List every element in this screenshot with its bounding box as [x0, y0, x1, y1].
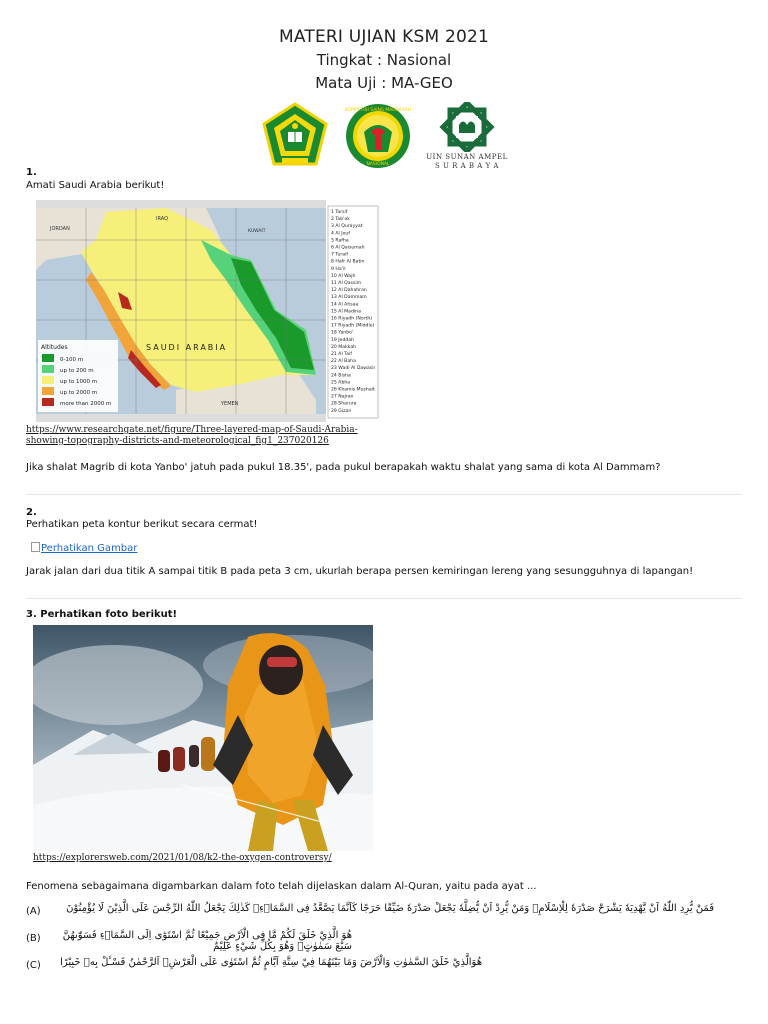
option-c-label[interactable]: (C) — [26, 960, 41, 971]
q3-heading: 3. Perhatikan foto berikut! — [26, 609, 178, 620]
city-list-item: 29 Gizan — [331, 408, 352, 414]
q2-image-link[interactable] — [31, 542, 137, 554]
city-list-item: 26 Khamis Mushait — [331, 387, 375, 393]
city-list-item: 15 Al Madina — [331, 309, 361, 315]
city-list-item: 6 Al Qaisumah — [331, 245, 365, 251]
city-list-item: 24 Bisha — [331, 373, 351, 379]
legend-label: up to 2000 m — [60, 390, 98, 396]
city-list-item: 14 Al Ahsaa — [331, 302, 359, 308]
legend-swatch — [42, 354, 54, 362]
ksm-ring-text: KOMPETISI SAINS MADRASAH — [345, 108, 412, 113]
legend-label: up to 1000 m — [60, 379, 98, 385]
option-b-label[interactable]: (B) — [26, 933, 41, 944]
q1-prompt: Amati Saudi Arabia berikut! — [26, 180, 165, 191]
legend-swatch — [42, 387, 54, 395]
city-list-item: 13 Al Dammam — [331, 295, 367, 301]
city-list-item: 16 Riyadh (North) — [331, 316, 373, 322]
city-list-item: 2 Tab'ak — [331, 217, 350, 223]
legend-swatch — [42, 398, 54, 406]
option-a-label[interactable]: (A) — [26, 906, 41, 917]
city-list-item: 22 Al Baha — [331, 359, 356, 365]
city-list-item: 7 Turaif — [331, 252, 348, 258]
q1-source-link-line1[interactable]: https://www.researchgate.net/figure/Three-layered-map-of-Saudi-Arabia- — [26, 425, 358, 435]
map-legend — [38, 340, 118, 412]
saudi-topography-map — [36, 200, 380, 422]
legend-label: up to 200 m — [60, 368, 94, 374]
q2-prompt: Perhatikan peta kontur berikut secara cermat! — [26, 519, 258, 530]
map-title: SAUDI ARABIA — [146, 343, 228, 352]
option-a-text: فَمَنْ يُّرِدِ اللّٰهُ اَنْ يَّهْدِيَهٗ يَشْرَحْ صَدْرَهٗ لِلْاِسْلَامِۚ وَمَنْ يُّرِدْ اَنْ يُّضِلَّهٗ يَجْعَلْ صَدْرَهٗ ضَيِّقًا حَرَجًا كَاَنَّمَا يَصَّعَّدُ فِى السَّمَاۤءِۗ كَذٰلِكَ يَجْعَلُ اللّٰهُ الرِّجْسَ عَلَى الَّذِيْنَ لَا يُؤْمِنُوْنَ — [66, 903, 714, 914]
climber-photo — [33, 625, 373, 851]
city-list-item: 17 Riyadh (Middle) — [331, 323, 375, 329]
city-list-item: 21 Al Taif — [331, 352, 352, 357]
map-label-iraq: IRAQ — [156, 216, 169, 222]
option-b-text: هُوَ الَّذِيْ خَلَقَ لَكُمْ مَّا فِى الْاَرْضِ جَمِيْعًا ثُمَّ اسْتَوٰٓى اِلَى السَّمَاۤءِ فَسَوّٰىهُنَّ سَبْعَ سَمٰوٰتٍۗ وَهُوَ بِكُلِّ شَيْءٍ عَلِيْمٌ — [62, 930, 352, 952]
uin-name: UIN SUNAN AMPEL — [426, 153, 508, 161]
q2-question: Jarak jalan dari dua titik A sampai titik B pada peta 3 cm, ukurlah berapa persen kemiringan lereng yang sesungguhnya di lapangan! — [26, 566, 694, 577]
broken-image-icon — [31, 542, 40, 552]
q3-question: Fenomena sebagaimana digambarkan dalam foto telah dijelaskan dalam Al-Quran, yaitu pada ayat ... — [26, 881, 537, 892]
legend-swatch — [42, 365, 54, 373]
option-c-text: هُوَالَّذِيْ خَلَقَ السَّمٰوٰتِ وَالْاَرْضَ وَمَا بَيْنَهُمَا فِيْ سِتَّةِ اَيَّامٍ ثُمَّ اسْتَوٰى عَلَى الْعَرْشِۚ اَلرَّحْمٰنُ فَسْـَٔلْ بِهٖ خَبِيْرًا — [60, 957, 482, 968]
map-label-kuwait: KUWAIT — [248, 229, 266, 234]
city-list-item: 19 Jeddah — [331, 337, 355, 343]
city-list-item: 4 Al Jouf — [331, 231, 350, 237]
legend-label: 0-100 m — [60, 357, 84, 363]
city-list-item: 8 Hafr Al Batin — [331, 259, 365, 265]
city-list-item: 20 Makkah — [331, 344, 357, 350]
q1-number: 1. — [26, 167, 37, 178]
page-title: MATERI UJIAN KSM 2021 — [278, 27, 490, 47]
divider — [26, 494, 742, 495]
uin-logo — [426, 102, 507, 170]
city-list-item: 11 Al Qassim — [331, 281, 362, 286]
ksm-bottom-text: NASIONAL — [366, 162, 390, 167]
city-list-item: 9 Ha'il — [331, 266, 346, 272]
page-header — [0, 0, 768, 172]
city-list-item: 28 Sharura — [331, 401, 357, 407]
divider — [26, 598, 742, 599]
map-label-yemen: YEMEN — [221, 401, 239, 407]
q1-source-link-line2[interactable]: showing-topography-districts-and-meteorological_fig1_237020126 — [26, 436, 329, 446]
legend-title: Altitudes — [41, 344, 68, 351]
city-list-item: 10 Al Wajh — [331, 273, 356, 279]
level-label: Tingkat : Nasional — [316, 51, 452, 69]
map-label-jordan: JORDAN — [50, 226, 70, 232]
city-list-item: 3 Al Qurayyat — [331, 224, 363, 230]
city-list-item: 18 Yanbo' — [331, 330, 354, 336]
logos-row — [0, 102, 768, 172]
subject-label: Mata Uji : MA-GEO — [315, 74, 453, 92]
q3-source-link[interactable]: https://explorersweb.com/2021/01/08/k2-the-oxygen-controversy/ — [33, 853, 332, 863]
city-list-item: 12 Al Dahahran — [331, 288, 367, 294]
city-list-item: 5 Rafha — [331, 238, 349, 244]
legend-label: more than 2000 m — [60, 401, 112, 407]
q2-image-link-label: Perhatikan Gambar — [41, 543, 138, 554]
q2-number: 2. — [26, 507, 37, 518]
city-list-item: 1 Tarsif — [331, 210, 348, 215]
kemenag-logo — [260, 102, 330, 168]
q1-question: Jika shalat Magrib di kota Yanbo' jatuh pada pukul 18.35', pada pukul berapakah waktu shalat yang sama di kota Al Dammam? — [26, 462, 661, 473]
uin-city: S U R A B A Y A — [435, 162, 499, 170]
city-list-item: 27 Najran — [331, 394, 354, 400]
legend-swatch — [42, 376, 54, 384]
city-list-item: 23 Wadi Al Dawasir — [331, 366, 376, 372]
city-list-item: 25 Abha — [331, 380, 351, 386]
ksm-logo — [344, 102, 412, 170]
